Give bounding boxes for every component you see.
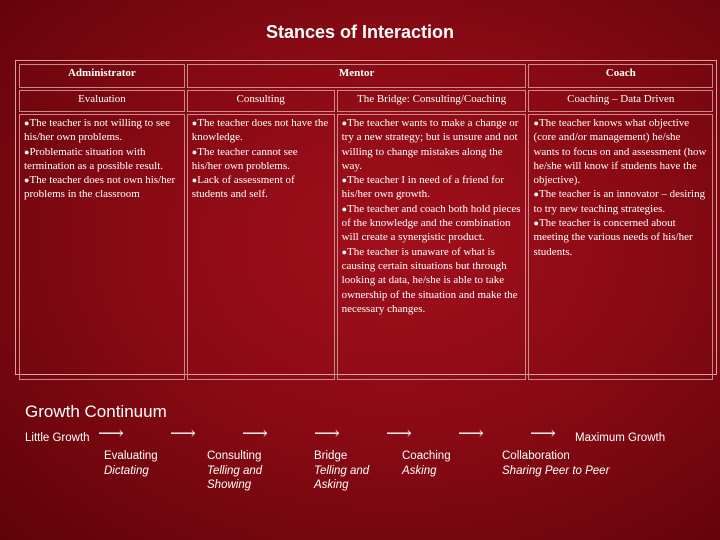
column-coaching	[528, 114, 713, 380]
bullet-item: ●The teacher I in need of a friend for his/her own growth.	[341, 174, 505, 201]
subheader-bridge: The Bridge: Consulting/Coaching	[337, 90, 527, 112]
bullet-item: ●The teacher knows what objective (core and/or management) he/she wants to focus on and assessment (how he/she will know if students have the objective).	[533, 117, 707, 187]
arrow-icon: ⟶	[386, 423, 412, 444]
stage-consulting: Consulting Telling and Showing	[207, 450, 263, 491]
little-growth-label: Little Growth	[25, 432, 90, 444]
stage-coaching: Coaching Asking	[402, 450, 451, 477]
subheader-coaching: Coaching – Data Driven	[528, 90, 713, 112]
bullet-item: ●The teacher cannot see his/her own problems.	[191, 145, 298, 172]
subheader-row	[19, 90, 713, 112]
arrow-icon: ⟶	[242, 423, 268, 444]
header-mentor: Mentor	[187, 64, 527, 88]
column-consulting	[187, 114, 335, 380]
subheader-consulting: Consulting	[187, 90, 335, 112]
header-administrator: Administrator	[19, 64, 185, 88]
arrow-icon: ⟶	[458, 423, 484, 444]
slide-title: Stances of Interaction	[265, 22, 455, 42]
bullet-item: ●Lack of assessment of students and self.	[191, 174, 295, 201]
bullet-item: ●The teacher is unaware of what is causing certain situations but through looking at data, he/she is able to take ownership of the situation and make the necessary changes.	[341, 245, 518, 315]
bullet-item: ●Problematic situation with termination as a possible result.	[24, 145, 163, 172]
bullet-item: ●The teacher wants to make a change or try a new strategy; but is unsure and not willing to change mistakes along the way.	[341, 117, 519, 172]
bullet-item: ●The teacher is concerned about meeting the various needs of his/her students.	[533, 217, 693, 258]
bullet-item: ●The teacher and coach both hold pieces of the knowledge and the combination will create a synergistic product.	[341, 202, 521, 244]
bullet-item: ●The teacher is an innovator – desiring to try new teaching strategies.	[533, 188, 706, 215]
maximum-growth-label: Maximum Growth	[575, 432, 666, 444]
stances-table	[17, 62, 715, 382]
subheader-evaluation: Evaluation	[19, 90, 185, 112]
bullet-item: ●The teacher is not willing to see his/her own problems.	[24, 117, 170, 144]
column-evaluation	[19, 114, 185, 380]
header-row	[19, 64, 713, 88]
growth-continuum-title: Growth Continuum	[25, 402, 167, 421]
body-row	[19, 114, 713, 380]
arrow-icon: ⟶	[314, 423, 340, 444]
stage-collaboration: Collaboration Sharing Peer to Peer	[502, 450, 610, 477]
bullet-item: ●The teacher does not own his/her problems in the classroom	[24, 174, 176, 201]
header-coach: Coach	[528, 64, 713, 88]
column-bridge	[337, 114, 527, 380]
stage-bridge: Bridge Telling and Asking	[314, 450, 370, 491]
arrow-icon: ⟶	[530, 423, 556, 444]
stage-evaluating: Evaluating Dictating	[104, 450, 158, 477]
bullet-item: ●The teacher does not have the knowledge.	[191, 117, 329, 144]
arrow-icon: ⟶	[98, 423, 124, 444]
arrow-icon: ⟶	[170, 423, 196, 444]
